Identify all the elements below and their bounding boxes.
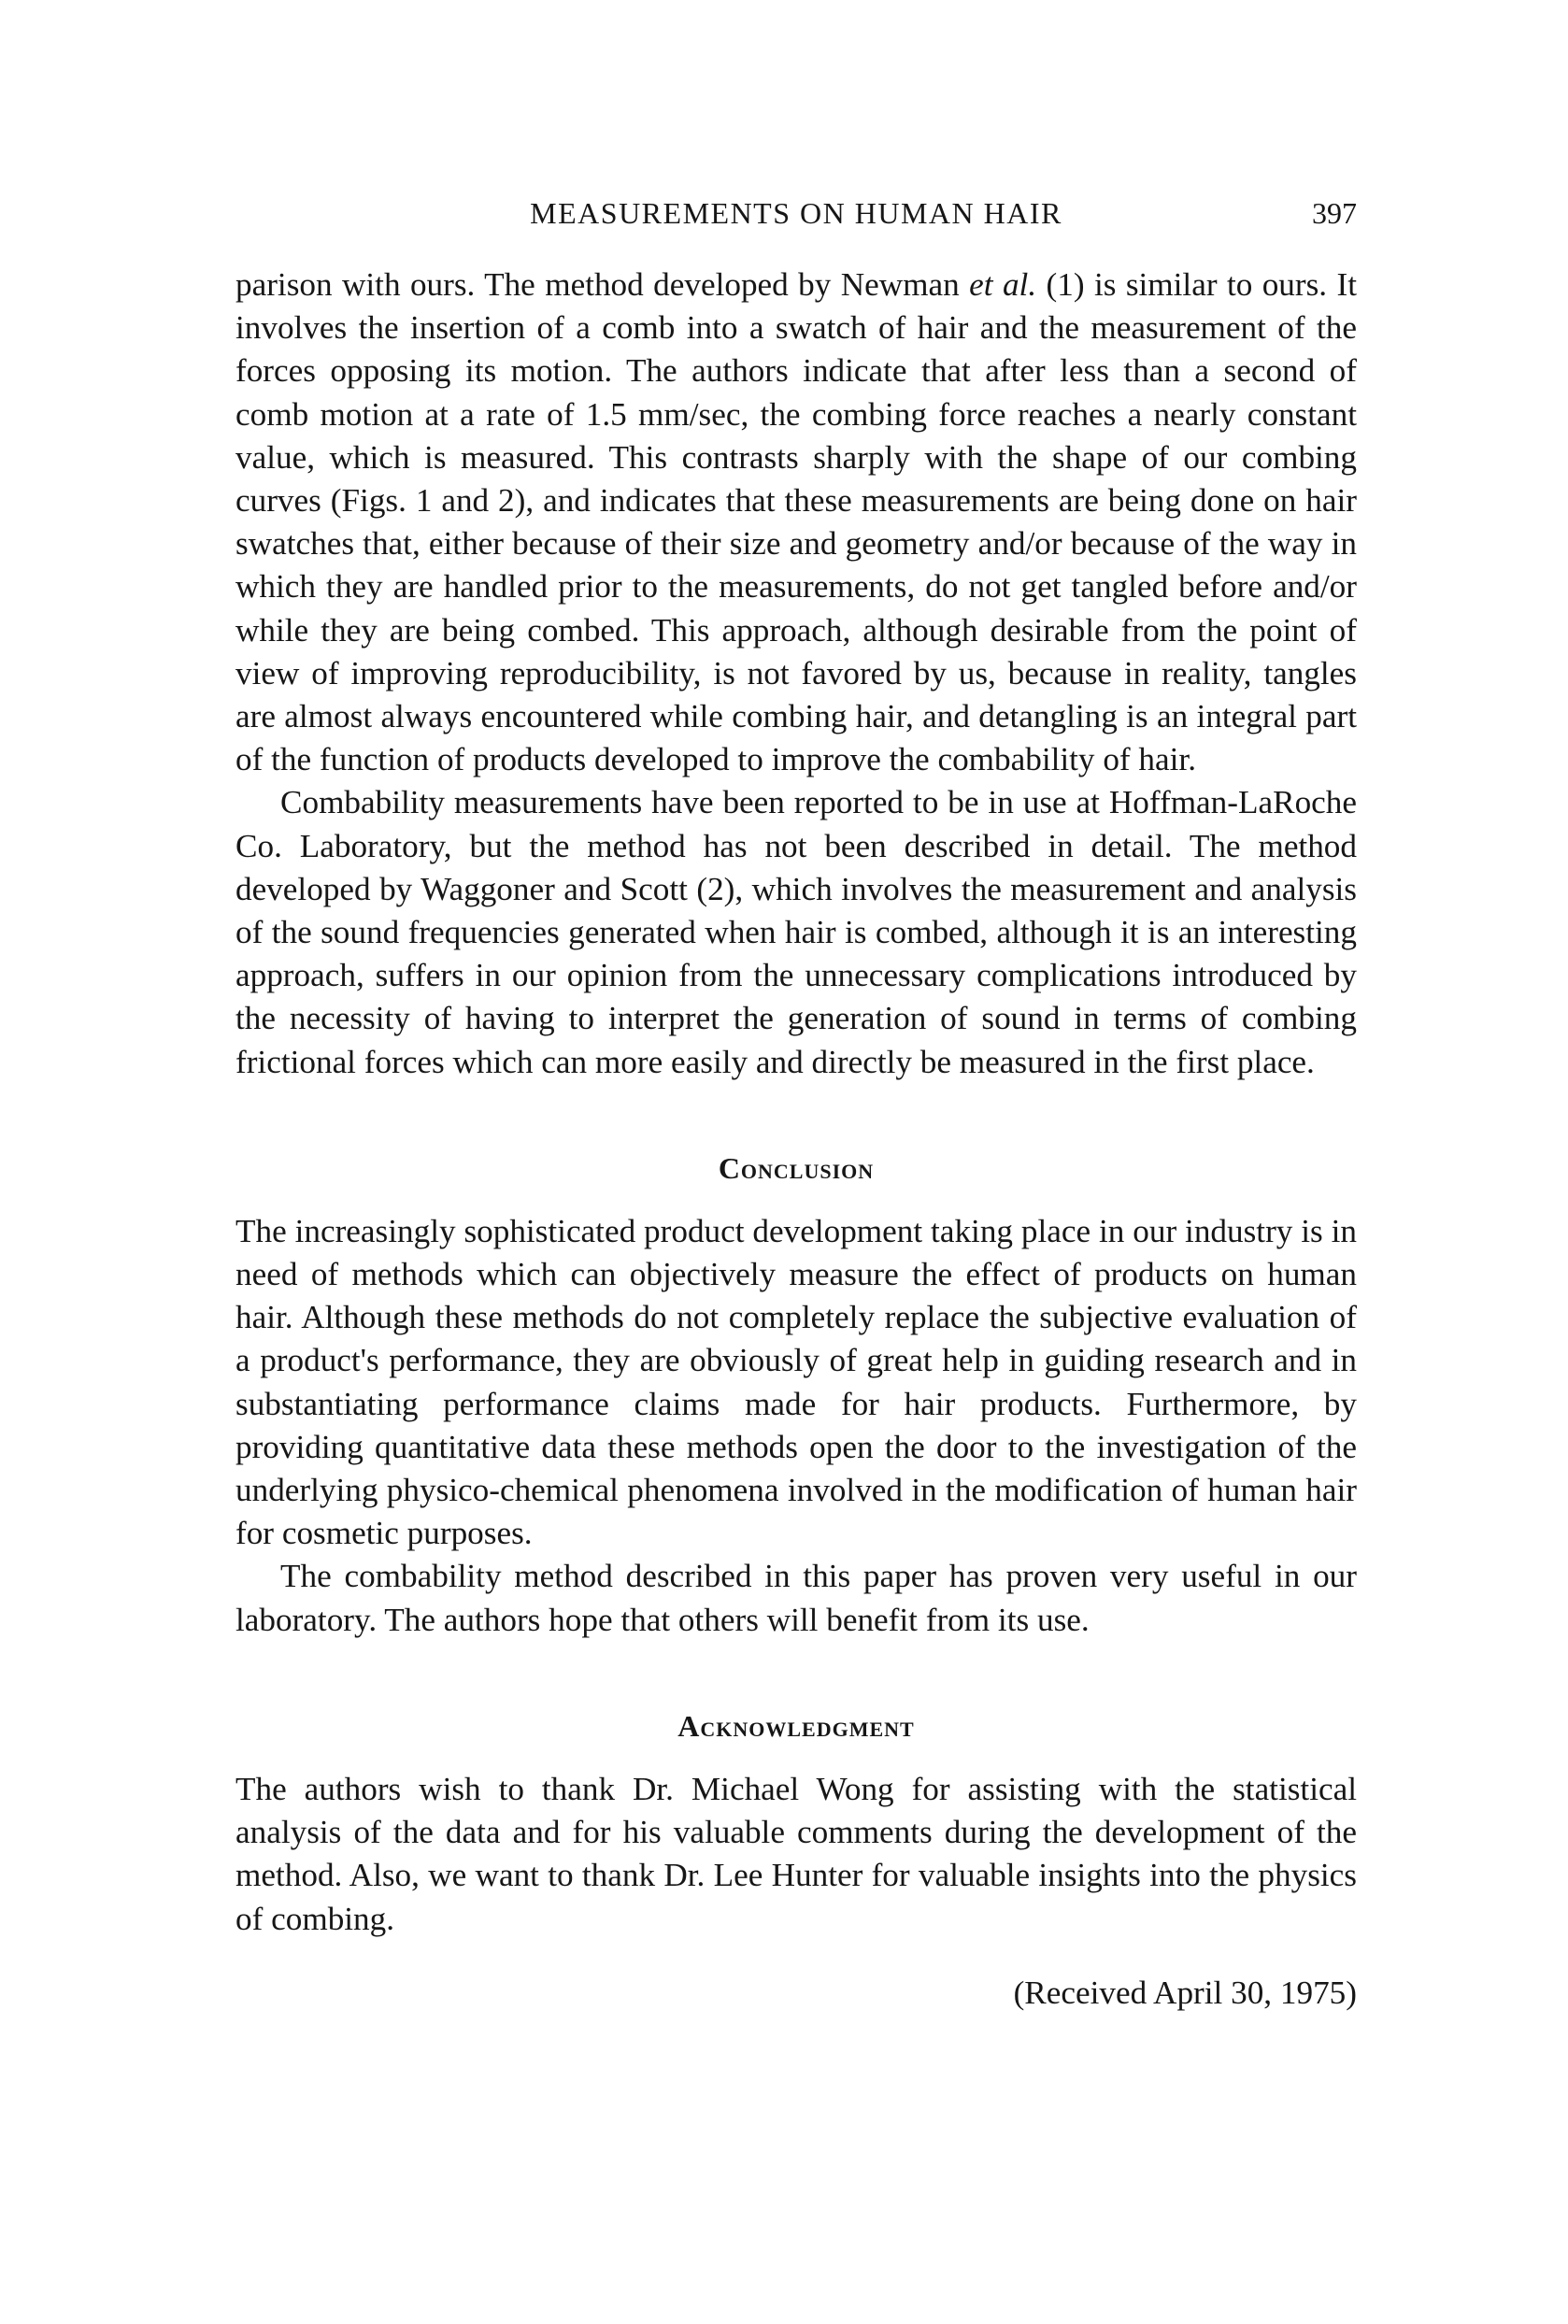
conclusion-paragraph-1: The increasingly sophisticated product development taking place in our industry is in need of methods which can objectively measure the effect of products on human hair. Although these methods do not completely replace the subjective evaluation of a product's performance, they are obviously of great help in guiding research and in substantiating performance claims made for hair products. Furthermore, by providing quantitative data these methods open the door to the investigation of the underlying physico-chemical phenomena involved in the modification of human hair for cosmetic purposes. [235, 1212, 1357, 1552]
running-head [235, 187, 1357, 243]
body-text [235, 264, 1357, 2012]
paragraph-other-methods: Combability measurements have been reported to be in use at Hoffman-LaRoche Co. Laboratory, but the method has not been described in detail. The method developed by Waggoner and Scott (2), which involves the measurement and analysis of the sound frequencies generated when hair is combed, although it is an interesting approach, suffers in our opinion from the unnecessary complications introduced by the necessity of having to interpret the generation of sound in terms of combing frictional forces which can more easily and directly be measured in the first place. [235, 784, 1357, 1080]
journal-page [235, 187, 1357, 2012]
paragraph-text: parison with ours. The method developed by Newman [235, 266, 970, 303]
conclusion-heading: Conclusion [718, 1150, 875, 1185]
received-date: (Received April 30, 1975) [1013, 1974, 1357, 2011]
running-title: MEASUREMENTS ON HUMAN HAIR [530, 196, 1062, 230]
acknowledgment-heading: Acknowledgment [677, 1708, 915, 1743]
conclusion-paragraph-2: The combability method described in this paper has proven very useful in our laboratory. The authors hope that others will benefit from its use. [235, 1558, 1357, 1638]
paragraph-comparison [235, 264, 1357, 781]
et-al-italic: et al. [969, 266, 1037, 303]
paragraph-text: (1) is similar to ours. It involves the insertion of a comb into a swatch of hair and the measurement of the forces opposing its motion. The authors indicate that after less than a second of comb motion at a rate of 1.5 mm/sec, the combing force reaches a nearly constant value, which is measured. This contrasts sharply with the shape of our combing curves (Figs. 1 and 2), and indicates that these measurements are being done on hair swatches that, either because of their size and geometry and/or because of the way in which they are handled prior to the measurements, do not get tangled before and/or while they are being combed. This approach, although desirable from the point of view of improving reproducibility, is not favored by us, because in reality, tangles are almost always encountered while combing hair, and detangling is an integral part of the function of products developed to improve the combability of hair. [235, 266, 1357, 778]
page-number: 397 [1312, 196, 1357, 230]
acknowledgment-paragraph: The authors wish to thank Dr. Michael Wong for assisting with the statistical analysis of the data and for his valuable comments during the development of the method. Also, we want to thank Dr. Lee Hunter for valuable insights into the physics of combing. [235, 1770, 1357, 1937]
